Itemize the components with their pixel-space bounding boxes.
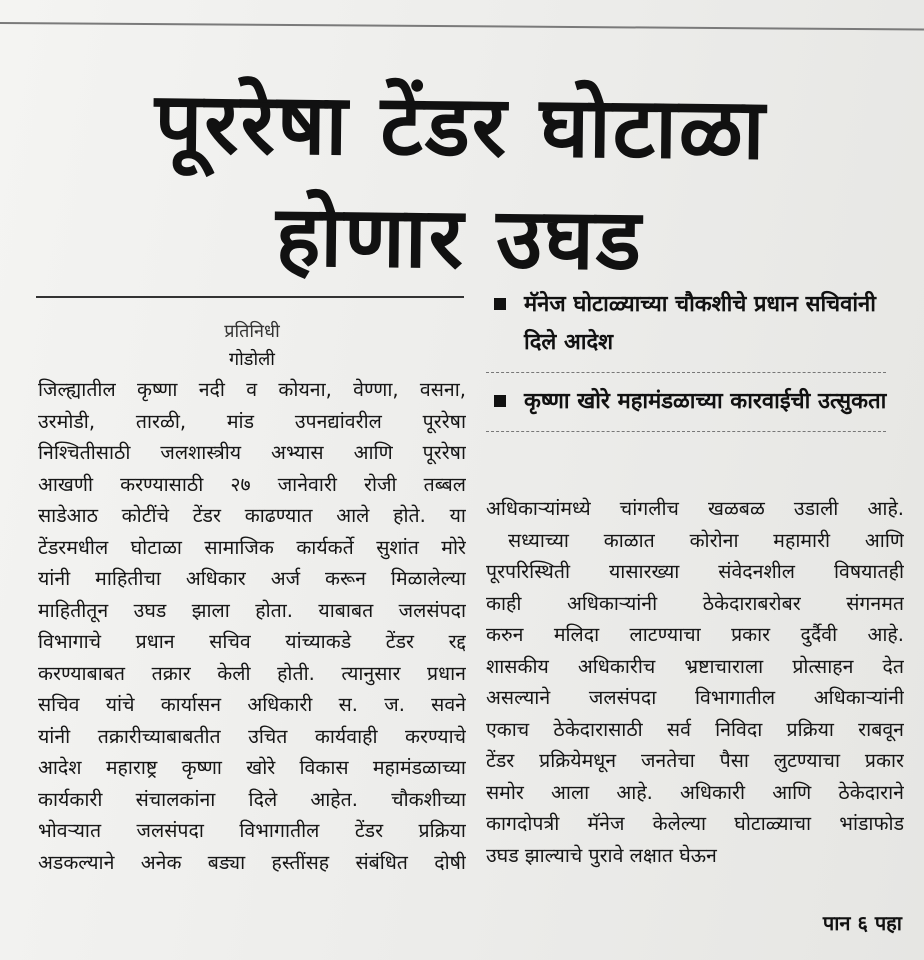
body-line: टेंडर प्रक्रियेमधून जनतेचा पैसा लुटण्याचा प्रकार [486,749,904,772]
article-body-right [486,493,904,871]
body-line: कार्यकारी संचालकांना दिले आहेत. चौकशीच्या [38,787,466,811]
body-line: उरमोडी, तारळी, मांड उपनद्यांवरील पूररेषा [38,409,466,433]
square-bullet-icon [494,298,506,310]
body-line: निश्चितीसाठी जलशास्त्रीय अभ्यास आणि पूररेषा [38,441,466,464]
body-line: जिल्ह्यातील कृष्णा नदी व कोयना, वेण्णा, वसना, [38,378,466,401]
square-bullet-icon [494,395,506,407]
body-line: समोर आला आहे. अधिकारी आणि ठेकेदाराने [486,780,904,804]
highlight-item [486,383,906,421]
highlight-item [486,286,906,362]
body-line: सचिव यांचे कार्यासन अधिकारी स. ज. सवने [38,693,466,716]
body-line: काही अधिकाऱ्यांनी ठेकेदाराबरोबर संगनमत [486,591,904,615]
highlights-box [486,280,906,442]
dashed-separator [486,372,886,373]
body-line: शासकीय अधिकारीच भ्रष्टाचाराला प्रोत्साहन देत [486,654,904,678]
body-line: आदेश महाराष्ट्र कृष्णा खोरे विकास महामंडळाच्या [38,756,466,779]
body-line: यांनी तक्रारीच्याबाबतीत उचित कार्यवाही करण्याचे [38,724,466,748]
dateline-place: गोडोली [229,349,275,370]
reporter-byline: प्रतिनिधी [224,321,280,342]
dashed-separator [486,431,886,432]
body-line: उघड झाल्याचे पुरावे लक्षात घेऊन [486,843,717,867]
body-line: साडेआठ कोटींचे टेंडर काढण्यात आले होते. या [38,504,466,527]
body-line: आखणी करण्यासाठी २७ जानेवारी रोजी तब्बल [38,472,466,496]
column-rule [36,296,464,298]
highlight-text: मॅनेज घोटाळ्याच्या चौकशीचे प्रधान सचिवांनी दिले आदेश [524,292,876,355]
body-line: पूरपरिस्थिती यासारख्या संवेदनशील विषयातही [486,560,904,583]
body-line: करुन मलिदा लाटण्याचा प्रकार दुर्दैवी आहे. [486,623,904,646]
body-line: माहितीतून उघड झाला होता. याबाबत जलसंपदा [38,598,466,622]
body-line: अधिकाऱ्यांमध्ये चांगलीच खळबळ उडाली आहे. [486,497,904,520]
article-body-left [38,374,466,878]
headline-line-1: पूररेषा टेंडर घोटाळा [154,73,768,179]
body-line: भोवऱ्यात जलसंपदा विभागातील टेंडर प्रक्रिया [38,819,466,842]
headline [69,66,851,298]
body-line: यांनी माहितीचा अधिकार अर्ज करून मिळालेल्या [38,567,466,590]
headline-line-2: होणार उघड [275,187,644,289]
body-line: अडकल्याने अनेक बड्या हस्तींसह संबंधित दोषी [38,850,466,874]
body-line: सध्याच्या काळात कोरोना महामारी आणि [508,528,904,552]
body-line: करण्याबाबत तक्रार केली होती. त्यानुसार प्रधान [38,661,466,685]
body-line: एकाच ठेकेदारासाठी सर्व निविदा प्रक्रिया राबवून [486,717,904,741]
body-line: कागदोपत्री मॅनेज केलेल्या घोटाळ्याचा भांडाफोड [486,812,904,835]
body-line: असल्याने जलसंपदा विभागातील अधिकाऱ्यांनी [486,686,904,709]
highlight-text: कृष्णा खोरे महामंडळाच्या कारवाईची उत्सुकता [524,389,887,414]
body-line: विभागाचे प्रधान सचिव यांच्याकडे टेंडर रद्द [38,630,466,653]
body-line: टेंडरमधील घोटाळा सामाजिक कार्यकर्ते सुशांत मोरे [38,535,466,559]
continued-on-page: पान ६ पहा [822,911,902,935]
left-column [38,318,466,878]
